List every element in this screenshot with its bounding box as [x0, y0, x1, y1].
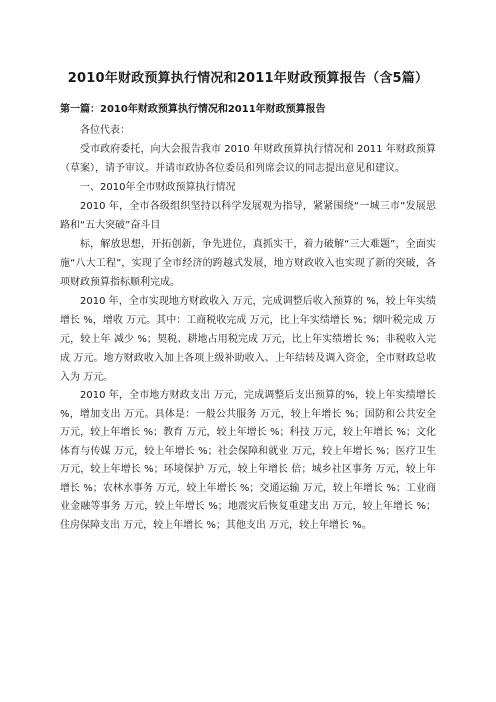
document-title: 2010年财政预算执行情况和2011年财政预算报告（含5篇） — [67, 71, 429, 86]
body-paragraph-2: 标，解放思想，开拓创新，争先进位，真抓实干，着力破解“三大难题”，全面实施“八大工程”，实现了全市经济的跨越式发展，地方财政收入也实现了新的突破，各项财政预算指标顺利完成。 — [60, 239, 436, 288]
subsection-heading: 一、2010年全市财政预算执行情况 — [80, 182, 236, 193]
section-heading: 第一篇：2010年财政预算执行情况和2011年财政预算报告 — [60, 104, 326, 115]
body-paragraph-1: 2010 年，全市各级组织坚持以科学发展观为指导，紧紧围绕“一城三市”发展思路和“五大突破”奋斗目 — [60, 201, 436, 231]
salutation-paragraph: 各位代表： — [80, 125, 130, 136]
revenue-paragraph: 2010 年，全市实现地方财政收入 万元，完成调整后收入预算的 %，较上年实绩增长 %，增收 万元。其中：工商税收完成 万元，比上年实绩增长 %；烟叶税完成 万元，较上年 减少 %；契税、耕地占用税完成 万元，比上年实绩增长 %；非税收入完成 万元。地方财政收入加上各项上级补助收入、上年结转及调入资金，全市财政总收入为 万元。 — [60, 296, 436, 383]
expenditure-paragraph: 2010 年，全市地方财政支出 万元，完成调整后支出预算的%，较上年实绩增长 %，增加支出 万元。具体是：一般公共服务 万元，较上年增长 %；国防和公共安全 万元，较上年增长 %；教育 万元，较上年增长 %；科技 万元，较上年增长 %；文化体育与传媒 万元，较上年增长 %；社会保障和就业 万元，较上年增长 %；医疗卫生 万元，较上年增长 %；环境保护 万元，较上年增长 倍；城乡社区事务 万元，较上年增长 %；农林水事务 万元，较上年增长 %；交通运输 万元，较上年增长 %；工业商业金融等事务 万元，较上年增长 %；地震灾后恢复重建支出 万元，较上年增长 %；住房保障支出 万元，较上年增长 %；其他支出 万元，较上年增长 %。 — [60, 390, 436, 531]
intro-paragraph: 受市政府委托，向大会报告我市 2010 年财政预算执行情况和 2011 年财政预算（草案），请予审议。并请市政协各位委员和列席会议的同志提出意见和建议。 — [60, 144, 436, 174]
